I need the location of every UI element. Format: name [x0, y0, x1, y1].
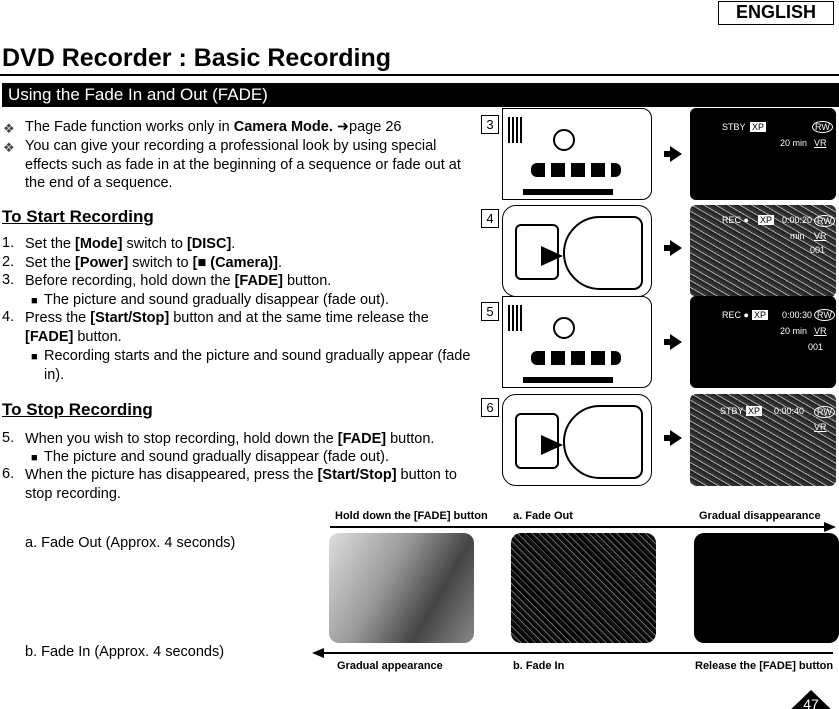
arrow-right-icon	[670, 240, 682, 256]
fade-in-label: b. Fade In	[513, 660, 565, 672]
arrow-left-icon	[312, 648, 324, 658]
diamond-bullet-icon: ❖	[3, 140, 15, 155]
step-3: Before recording, hold down the [FADE] button.	[25, 273, 332, 289]
step-number: 3.	[2, 272, 15, 288]
step-4-note-line-2: in).	[44, 367, 65, 383]
camcorder-side-illustration	[502, 394, 652, 486]
step-number: 1.	[2, 235, 15, 251]
intro-line-2: You can give your recording a professional look by using special	[25, 138, 437, 154]
fade-out-label: a. Fade Out	[513, 510, 573, 522]
release-fade-label: Release the [FADE] button	[695, 660, 834, 672]
start-recording-heading: To Start Recording	[2, 207, 154, 226]
lcd-screen-standby: STBY XP RW 20 min VR	[690, 108, 836, 200]
lcd-screen-recording: REC ● XP 0:00:30 RW 20 min VR 001	[690, 296, 836, 388]
step-5-note: The picture and sound gradually disappear (fade out).	[44, 449, 389, 465]
timeline-line	[330, 526, 825, 528]
figure-step-label: 4	[481, 209, 499, 228]
intro-line-3: effects such as fade in at the beginning of a sequence or fade out at	[25, 157, 461, 173]
diamond-bullet-icon: ❖	[3, 121, 15, 136]
language-badge: ENGLISH	[718, 1, 834, 25]
page-title: DVD Recorder : Basic Recording	[2, 44, 391, 72]
timeline-line	[322, 652, 833, 654]
step-number: 6.	[2, 466, 15, 482]
title-divider	[0, 74, 839, 76]
section-title: Using the Fade In and Out (FADE)	[2, 83, 839, 107]
step-3-note: The picture and sound gradually disappear (fade out).	[44, 292, 389, 308]
frame-fading	[511, 533, 656, 643]
page-number: 47	[786, 690, 836, 709]
figure-step-label: 5	[481, 302, 499, 321]
step-1: Set the [Mode] switch to [DISC].	[25, 236, 236, 252]
step-4-line-2: [FADE] button.	[25, 329, 122, 345]
arrow-right-icon	[670, 146, 682, 162]
step-4: Press the [Start/Stop] button and at the same time release the	[25, 310, 429, 326]
square-bullet-icon: ■	[31, 351, 38, 363]
step-number: 5.	[2, 430, 15, 446]
camcorder-side-illustration	[502, 205, 652, 297]
step-2: Set the [Power] switch to [■ (Camera)].	[25, 255, 282, 271]
lcd-screen-standby-fade: STBY XP 0:00:40 RW VR	[690, 394, 836, 486]
frame-full-picture	[329, 533, 474, 643]
camcorder-panel-illustration	[502, 108, 652, 200]
gradual-disappearance-label: Gradual disappearance	[699, 510, 821, 522]
fade-out-note: a. Fade Out (Approx. 4 seconds)	[25, 535, 236, 551]
step-number: 4.	[2, 309, 15, 325]
step-6-line-2: stop recording.	[25, 486, 121, 502]
camcorder-panel-illustration	[502, 296, 652, 388]
gradual-appearance-label: Gradual appearance	[337, 660, 443, 672]
step-5: When you wish to stop recording, hold down the [FADE] button.	[25, 431, 435, 447]
lcd-screen-recording-fade: REC ● XP 0:00:20 RW min VR 001	[690, 205, 836, 297]
figure-step-label: 6	[481, 398, 499, 417]
step-6: When the picture has disappeared, press the [Start/Stop] button to	[25, 467, 457, 483]
arrow-right-icon	[670, 430, 682, 446]
arrow-right-icon	[824, 522, 836, 532]
square-bullet-icon: ■	[31, 295, 38, 307]
fade-in-note: b. Fade In (Approx. 4 seconds)	[25, 644, 225, 660]
figure-step-label: 3	[481, 115, 499, 134]
frame-black	[694, 533, 839, 643]
stop-recording-heading: To Stop Recording	[2, 400, 153, 419]
intro-line-4: the end of a sequence.	[25, 175, 173, 191]
square-bullet-icon: ■	[31, 452, 38, 464]
arrow-right-icon	[670, 334, 682, 350]
intro-line-1: The Fade function works only in Camera Mode. ➜page 26	[25, 119, 402, 135]
hold-fade-label: Hold down the [FADE] button	[335, 510, 488, 522]
step-4-note: Recording starts and the picture and sound gradually appear (fade	[44, 348, 471, 364]
step-number: 2.	[2, 254, 15, 270]
